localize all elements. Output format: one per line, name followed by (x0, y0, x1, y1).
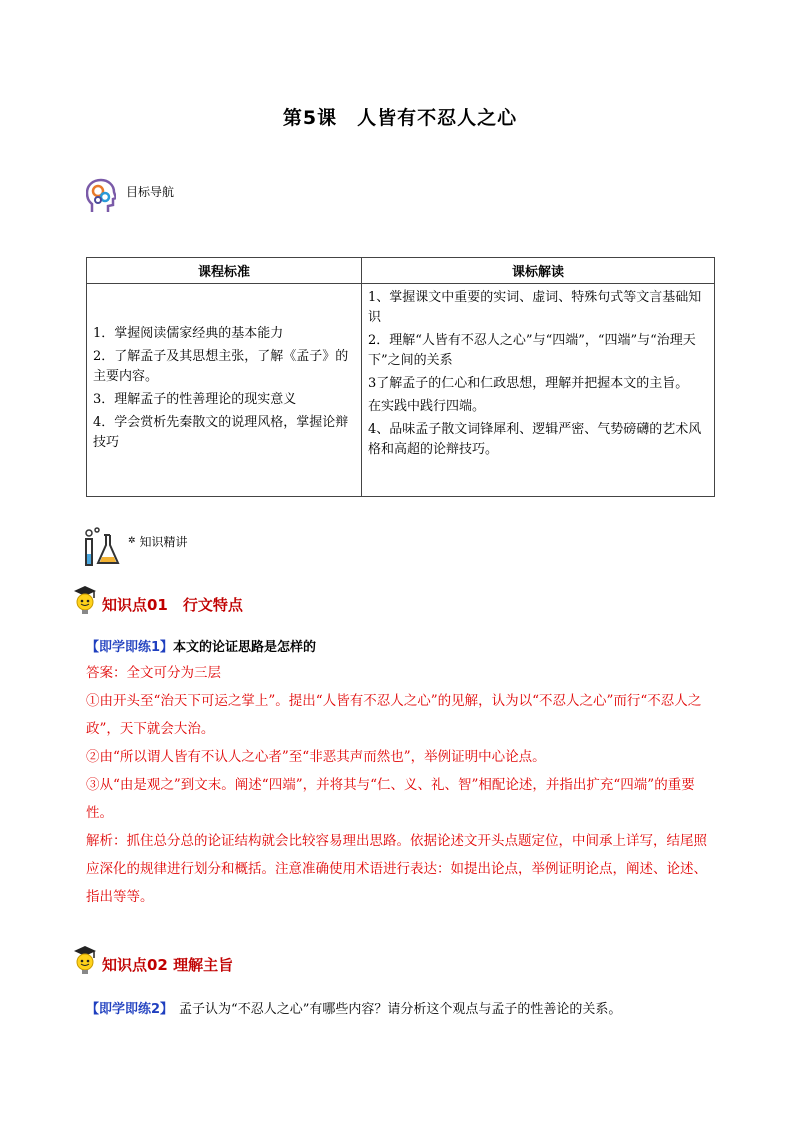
nav-label: 目标导航 (126, 184, 175, 199)
head-gears-icon (86, 178, 116, 218)
page-title: 第5课 人皆有不忍人之心 (282, 107, 518, 129)
standards-table (86, 257, 715, 497)
standard-item: 1．掌握阅读儒家经典的基本能力 (93, 326, 284, 341)
knowledge-label: 知识精讲 (139, 534, 188, 549)
answer-block-1 (86, 659, 714, 911)
practice-question-2 (86, 998, 621, 1017)
graduate-bulb-icon (72, 945, 98, 977)
practice-question-2-text: 孟子认为“不忍人之心”有哪些内容？请分析这个观点与孟子的性善论的关系。 (179, 1002, 622, 1017)
sparkle-icon: ✲ (128, 536, 136, 546)
interpretation-item: 在实践中践行四端。 (368, 399, 486, 414)
interpretation-item: 3了解孟子的仁心和仁政思想，理解并把握本文的主旨。 (368, 376, 689, 391)
table-header-interpretation: 课标解读 (362, 258, 715, 284)
standard-cell (87, 284, 362, 497)
standard-item: 3．理解孟子的性善理论的现实意义 (93, 392, 297, 407)
practice-tag-1: 【即学即练1】 (86, 640, 174, 655)
lab-flask-icon (80, 527, 126, 569)
practice-question-1 (86, 636, 316, 655)
table-header-standard: 课程标准 (87, 258, 362, 284)
answer-line: ②由“所以谓人皆有不认人之心者”至“非恶其声而然也”，举例证明中心论点。 (86, 749, 546, 765)
knowledge-section-header (80, 527, 188, 569)
graduate-bulb-icon (72, 585, 98, 617)
standard-item: 2．了解孟子及其思想主张，了解《孟子》的主要内容。 (93, 349, 349, 384)
analysis-line: 解析：抓住总分总的论证结构就会比较容易理出思路。依据论述文开头点题定位，中间承上详写，结尾照应深化的规律进行划分和概括。注意准确使用术语进行表达：如提出论点，举例证明论点，阐述、论述、指出等等。 (86, 833, 707, 905)
knowledge-point-1-header (72, 585, 243, 617)
answer-line: ③从“由是观之”到文末。阐述“四端”，并将其与“仁、义、礼、智”相配论述，并指出扩充“四端”的重要性。 (86, 777, 695, 821)
practice-tag-2: 【即学即练2】 (86, 1002, 174, 1017)
answer-line: ①由开头至“治天下可运之掌上”。提出“人皆有不忍人之心”的见解，认为以“不忍人之心”而行“不忍人之政”，天下就会大治。 (86, 693, 702, 737)
interpretation-item: 2．理解“人皆有不忍人之心”与“四端”，“四端”与“治理天下”之间的关系 (368, 333, 696, 368)
answer-line: 答案：全文可分为三层 (86, 665, 221, 681)
knowledge-point-1-title: 知识点01 行文特点 (102, 596, 243, 614)
knowledge-point-2-title: 知识点02 理解主旨 (102, 956, 234, 974)
nav-section-header (86, 178, 174, 218)
standard-item: 4．学会赏析先秦散文的说理风格，掌握论辩技巧 (93, 415, 349, 450)
practice-question-1-text: 本文的论证思路是怎样的 (173, 640, 317, 655)
interpretation-item: 4、品味孟子散文词锋犀利、逻辑严密、气势磅礴的艺术风格和高超的论辩技巧。 (368, 422, 702, 457)
interpretation-item: 1、掌握课文中重要的实词、虚词、特殊句式等文言基础知识 (368, 290, 702, 325)
interpretation-cell (362, 284, 715, 497)
knowledge-point-2-header (72, 945, 233, 977)
